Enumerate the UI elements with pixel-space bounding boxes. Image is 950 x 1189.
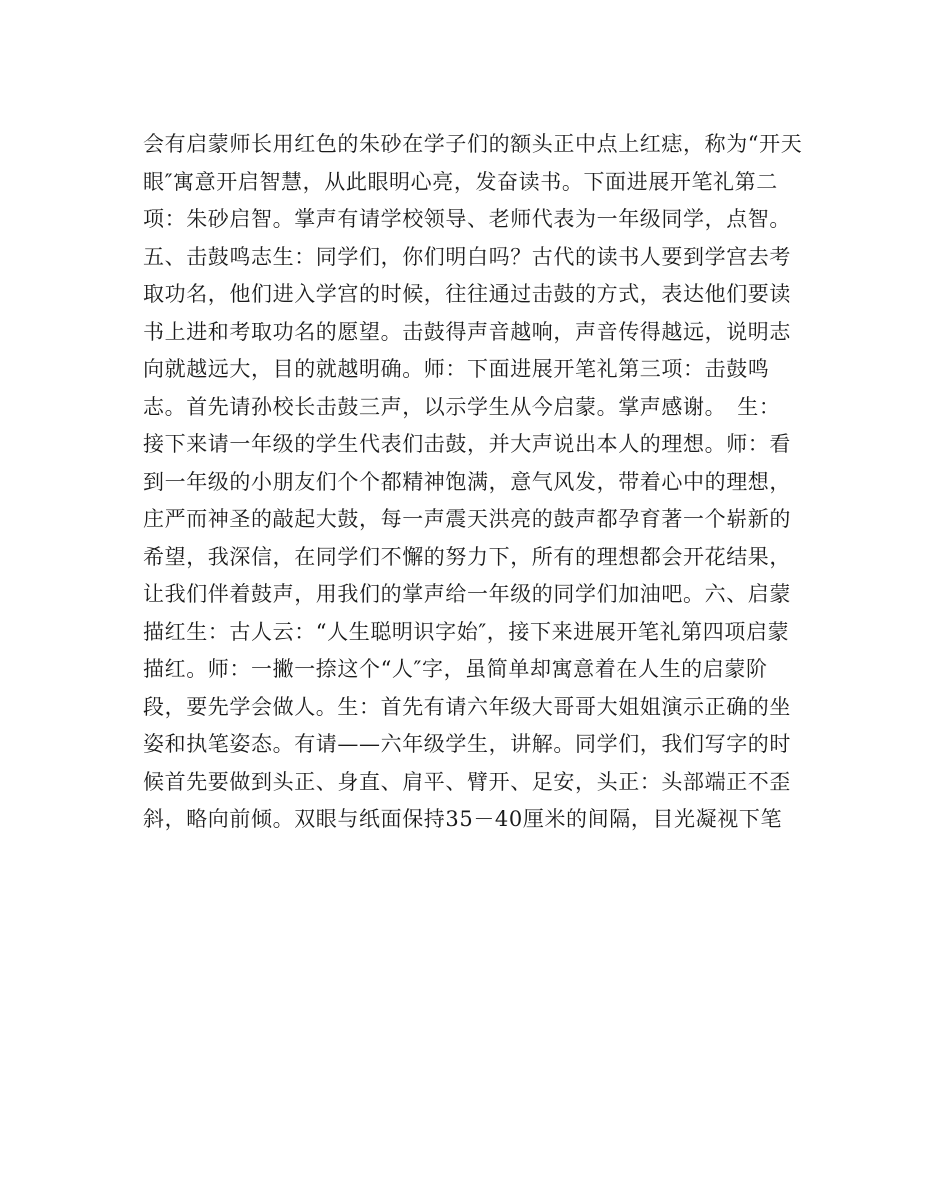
text-line: 项：朱砂启智。掌声有请学校领导、老师代表为一年级同学，点智。 [143,207,791,231]
text-line: 希望，我深信，在同学们不懈的努力下，所有的理想都会开花结果， [143,544,791,569]
text-line: 眼″寓意开启智慧，从此眼明心亮，发奋读书。下面进展开笔礼第二 [143,169,778,194]
text-line: 书上进和考取功名的愿望。击鼓得声音越响，声音传得越远，说明志 [143,319,791,344]
text-line: 接下来请一年级的学生代表们击鼓，并大声说出本人的理想。师：看 [143,432,791,456]
text-line: 取功名，他们进入学宫的时候，往往通过击鼓的方式，表达他们要读 [143,282,791,306]
text-line: 让我们伴着鼓声，用我们的掌声给一年级的同学们加油吧。六、启蒙 [143,582,791,606]
text-line: 候首先要做到头正、身直、肩平、臂开、足安，头正：头部端正不歪 [143,769,791,794]
text-line: 姿和执笔姿态。有请——六年级学生，讲解。同学们，我们写字的时 [143,732,791,756]
text-line: 斜，略向前倾。双眼与纸面保持35－40厘米的间隔，目光凝视下笔 [143,807,783,831]
text-line: 描红生：古人云：“人生聪明识字始″，接下来进展开笔礼第四项启蒙 [143,619,790,644]
text-line: 会有启蒙师长用红色的朱砂在学子们的额头正中点上红痣，称为“开天 [143,132,803,156]
text-line: 五、击鼓鸣志生：同学们，你们明白吗？古代的读书人要到学宫去考 [143,244,791,269]
text-line: 段，要先学会做人。生：首先有请六年级大哥哥大姐姐演示正确的坐 [143,694,791,719]
text-line: 描红。师：一撇一捺这个“人″字，虽简单却寓意着在人生的启蒙阶 [143,657,768,681]
text-line: 庄严而神圣的敲起大鼓，每一声震天洪亮的鼓声都孕育著一个崭新的 [143,507,791,531]
body-text [143,126,823,839]
text-line: 向就越远大，目的就越明确。师：下面进展开笔礼第三项：击鼓鸣 [143,357,770,381]
text-line: 志。首先请孙校长击鼓三声，以示学生从今启蒙。掌声感谢。 生： [143,394,781,419]
text-line: 到一年级的小朋友们个个都精神饱满，意气风发，带着心中的理想， [143,469,791,494]
